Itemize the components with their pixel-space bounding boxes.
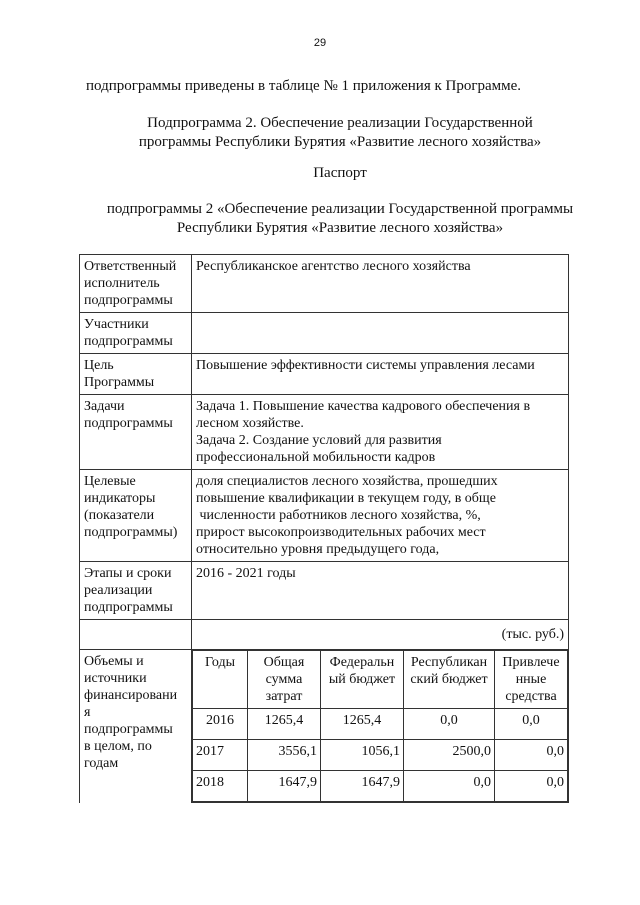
passport-title: Паспорт: [313, 165, 367, 181]
table-row: [80, 470, 569, 562]
header-years: Годы: [193, 651, 248, 709]
intro-line: подпрограммы приведены в таблице № 1 приложения к Программе.: [86, 78, 522, 94]
cell-total: 3556,1: [248, 740, 321, 771]
cell-federal: 1056,1: [321, 740, 404, 771]
subprogram-heading: [80, 114, 600, 152]
table-row: [80, 562, 569, 620]
row-label-blank: [80, 620, 192, 650]
cell-federal: 1265,4: [321, 709, 404, 740]
passport-subtitle: [80, 200, 600, 238]
financing-table-cell: [192, 650, 569, 803]
table-row: [80, 650, 569, 803]
row-value-stages: 2016 - 2021 годы: [192, 562, 569, 620]
table-row: [193, 740, 568, 771]
cell-year: 2018: [193, 771, 248, 802]
cell-year: 2017: [193, 740, 248, 771]
cell-total: 1647,9: [248, 771, 321, 802]
row-label-financing: Объемы и источники финансировани я подпрограммы в целом, по годам: [80, 650, 192, 803]
header-republic: Республикан ский бюджет: [404, 651, 495, 709]
subprogram-heading-line: программы Республики Бурятия «Развитие лесного хозяйства»: [138, 134, 542, 150]
cell-republic: 2500,0: [404, 740, 495, 771]
financing-unit: (тыс. руб.): [192, 620, 569, 650]
passport-subtitle-line: подпрограммы 2 «Обеспечение реализации Государственной программы: [106, 201, 574, 217]
table-row: [80, 354, 569, 395]
cell-republic: 0,0: [404, 771, 495, 802]
table-row: [80, 255, 569, 313]
row-value-tasks: Задача 1. Повышение качества кадрового обеспечения в лесном хозяйстве. Задача 2. Создание условий для развития профессиональной мобильности кадров: [192, 395, 569, 470]
cell-total: 1265,4: [248, 709, 321, 740]
row-value-executor: Республиканское агентство лесного хозяйства: [192, 255, 569, 313]
cell-federal: 1647,9: [321, 771, 404, 802]
row-label-tasks: Задачи подпрограммы: [80, 395, 192, 470]
row-value-participants: [192, 313, 569, 354]
row-value-goal: Повышение эффективности системы управления лесами: [192, 354, 569, 395]
row-label-indicators: Целевые индикаторы (показатели подпрограммы): [80, 470, 192, 562]
row-label-stages: Этапы и сроки реализации подпрограммы: [80, 562, 192, 620]
table-row: [80, 395, 569, 470]
table-row: [193, 651, 568, 709]
cell-republic: 0,0: [404, 709, 495, 740]
header-attracted: Привлече нные средства: [495, 651, 568, 709]
row-label-goal: Цель Программы: [80, 354, 192, 395]
cell-year: 2016: [193, 709, 248, 740]
cell-attracted: 0,0: [495, 740, 568, 771]
header-total: Общая сумма затрат: [248, 651, 321, 709]
cell-attracted: 0,0: [495, 709, 568, 740]
row-label-participants: Участники подпрограммы: [80, 313, 192, 354]
page-number: 29: [313, 37, 327, 49]
table-row: [193, 771, 568, 802]
passport-table: [79, 254, 569, 803]
table-row: [193, 709, 568, 740]
table-row: [80, 313, 569, 354]
row-label-executor: Ответственный исполнитель подпрограммы: [80, 255, 192, 313]
header-federal: Федеральн ый бюджет: [321, 651, 404, 709]
subprogram-heading-line: Подпрограмма 2. Обеспечение реализации Государственной: [147, 115, 533, 131]
table-row: [80, 620, 569, 650]
passport-subtitle-line: Республики Бурятия «Развитие лесного хозяйства»: [176, 220, 504, 236]
financing-table: [192, 650, 568, 802]
row-value-indicators: доля специалистов лесного хозяйства, прошедших повышение квалификации в текущем году, в обще численности работников лесного хозяйства, %, прирост высокопроизводительных рабочих мест относительно уровня предыдущего года,: [192, 470, 569, 562]
cell-attracted: 0,0: [495, 771, 568, 802]
